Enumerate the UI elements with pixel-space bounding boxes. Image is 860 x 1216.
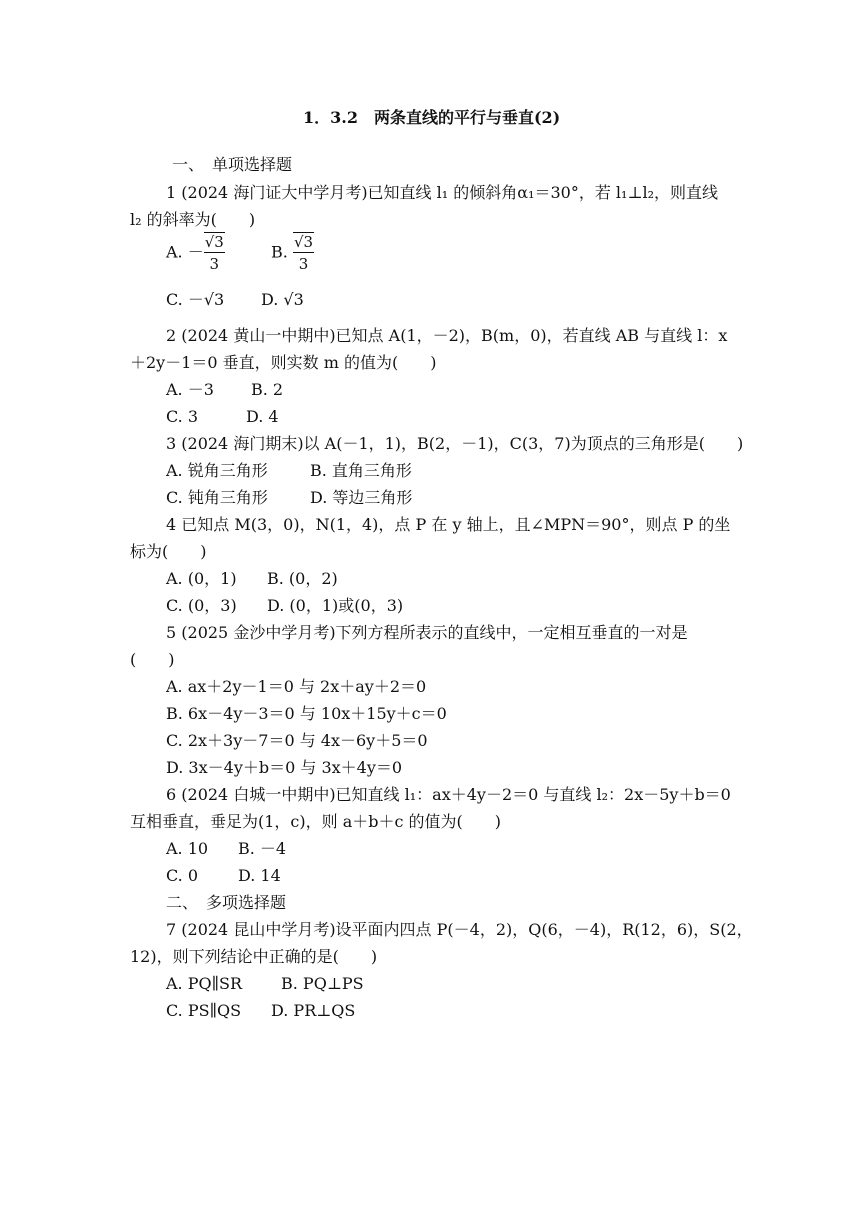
question-4-stem-line2: 标为( ) bbox=[130, 542, 207, 561]
question-2-stem-line2: ＋2y－1＝0 垂直，则实数 m 的值为( ) bbox=[130, 353, 437, 372]
question-6-option-d: D. 14 bbox=[238, 866, 281, 885]
option-a-label: A. － bbox=[166, 242, 204, 262]
question-2-option-c: C. 3 bbox=[166, 407, 199, 426]
question-1-option-c: C. －√3 bbox=[166, 290, 225, 309]
section-heading-single-choice: 一、 单项选择题 bbox=[172, 155, 293, 174]
option-b-fraction: $\frac{√3}{3}$ bbox=[293, 233, 314, 273]
question-6-stem-line2: 互相垂直，垂足为(1，c)，则 a＋b＋c 的值为( ) bbox=[130, 812, 502, 831]
question-2-option-b: B. 2 bbox=[251, 380, 284, 399]
page-title: 1．3.2 两条直线的平行与垂直(2) bbox=[303, 108, 561, 127]
question-7-option-d: D. PR⊥QS bbox=[271, 1001, 356, 1020]
question-1-options-ab bbox=[166, 232, 314, 274]
question-3-stem-line1: 3 (2024 海门期末)以 A(－1，1)，B(2，－1)，C(3，7)为顶点的三角形是( ) bbox=[166, 434, 744, 453]
question-3-option-c: C. 钝角三角形 bbox=[166, 488, 268, 507]
question-7-option-a: A. PQ∥SR bbox=[166, 974, 243, 993]
question-2-option-d: D. 4 bbox=[246, 407, 279, 426]
question-6-option-c: C. 0 bbox=[166, 866, 199, 885]
question-5-stem-line2: ( ) bbox=[130, 650, 175, 669]
question-5-stem-line1: 5 (2025 金沙中学月考)下列方程所表示的直线中，一定相互垂直的一对是 bbox=[166, 623, 688, 642]
question-5-option-c: C. 2x＋3y－7＝0 与 4x－6y＋5＝0 bbox=[166, 731, 428, 750]
question-6-option-b: B. －4 bbox=[238, 839, 287, 858]
question-7-option-b: B. PQ⊥PS bbox=[281, 974, 364, 993]
question-3-option-d: D. 等边三角形 bbox=[310, 488, 413, 507]
question-7-stem-line2: 12)，则下列结论中正确的是( ) bbox=[130, 947, 378, 966]
question-3-option-b: B. 直角三角形 bbox=[310, 461, 412, 480]
question-1-stem-line2: l₂ 的斜率为( ) bbox=[130, 210, 256, 229]
question-5-option-d: D. 3x－4y＋b＝0 与 3x＋4y＝0 bbox=[166, 758, 403, 777]
question-4-option-a: A. (0，1) bbox=[166, 569, 237, 588]
question-7-stem-line1: 7 (2024 昆山中学月考)设平面内四点 P(－4，2)，Q(6，－4)，R(12，6)，S(2， bbox=[166, 920, 753, 939]
question-6-option-a: A. 10 bbox=[166, 839, 209, 858]
section-heading-multiple-choice: 二、 多项选择题 bbox=[166, 893, 287, 912]
question-5-option-b: B. 6x－4y－3＝0 与 10x＋15y＋c＝0 bbox=[166, 704, 447, 723]
question-4-option-b: B. (0，2) bbox=[267, 569, 338, 588]
question-4-option-c: C. (0，3) bbox=[166, 596, 237, 615]
question-3-option-a: A. 锐角三角形 bbox=[166, 461, 268, 480]
question-2-option-a: A. －3 bbox=[166, 380, 214, 399]
question-6-stem-line1: 6 (2024 白城一中期中)已知直线 l₁：ax＋4y－2＝0 与直线 l₂：2x－5y＋b＝0 bbox=[166, 785, 731, 804]
option-b-label: B. bbox=[271, 242, 293, 262]
question-7-option-c: C. PS∥QS bbox=[166, 1001, 242, 1020]
question-4-option-d: D. (0，1)或(0，3) bbox=[267, 596, 404, 615]
option-a-fraction: $\frac{√3}{3}$ bbox=[204, 233, 224, 273]
question-5-option-a: A. ax＋2y－1＝0 与 2x＋ay＋2＝0 bbox=[166, 677, 427, 696]
question-4-stem-line1: 4 已知点 M(3，0)，N(1，4)，点 P 在 y 轴上，且∠MPN＝90°，则点 P 的坐 bbox=[166, 515, 731, 534]
question-2-stem-line1: 2 (2024 黄山一中期中)已知点 A(1，－2)，B(m，0)，若直线 AB 与直线 l：x bbox=[166, 326, 728, 345]
question-1-option-d: D. √3 bbox=[261, 290, 304, 309]
question-1-stem-line1: 1 (2024 海门证大中学月考)已知直线 l₁ 的倾斜角α₁＝30°，若 l₁⊥l₂，则直线 bbox=[166, 183, 719, 202]
